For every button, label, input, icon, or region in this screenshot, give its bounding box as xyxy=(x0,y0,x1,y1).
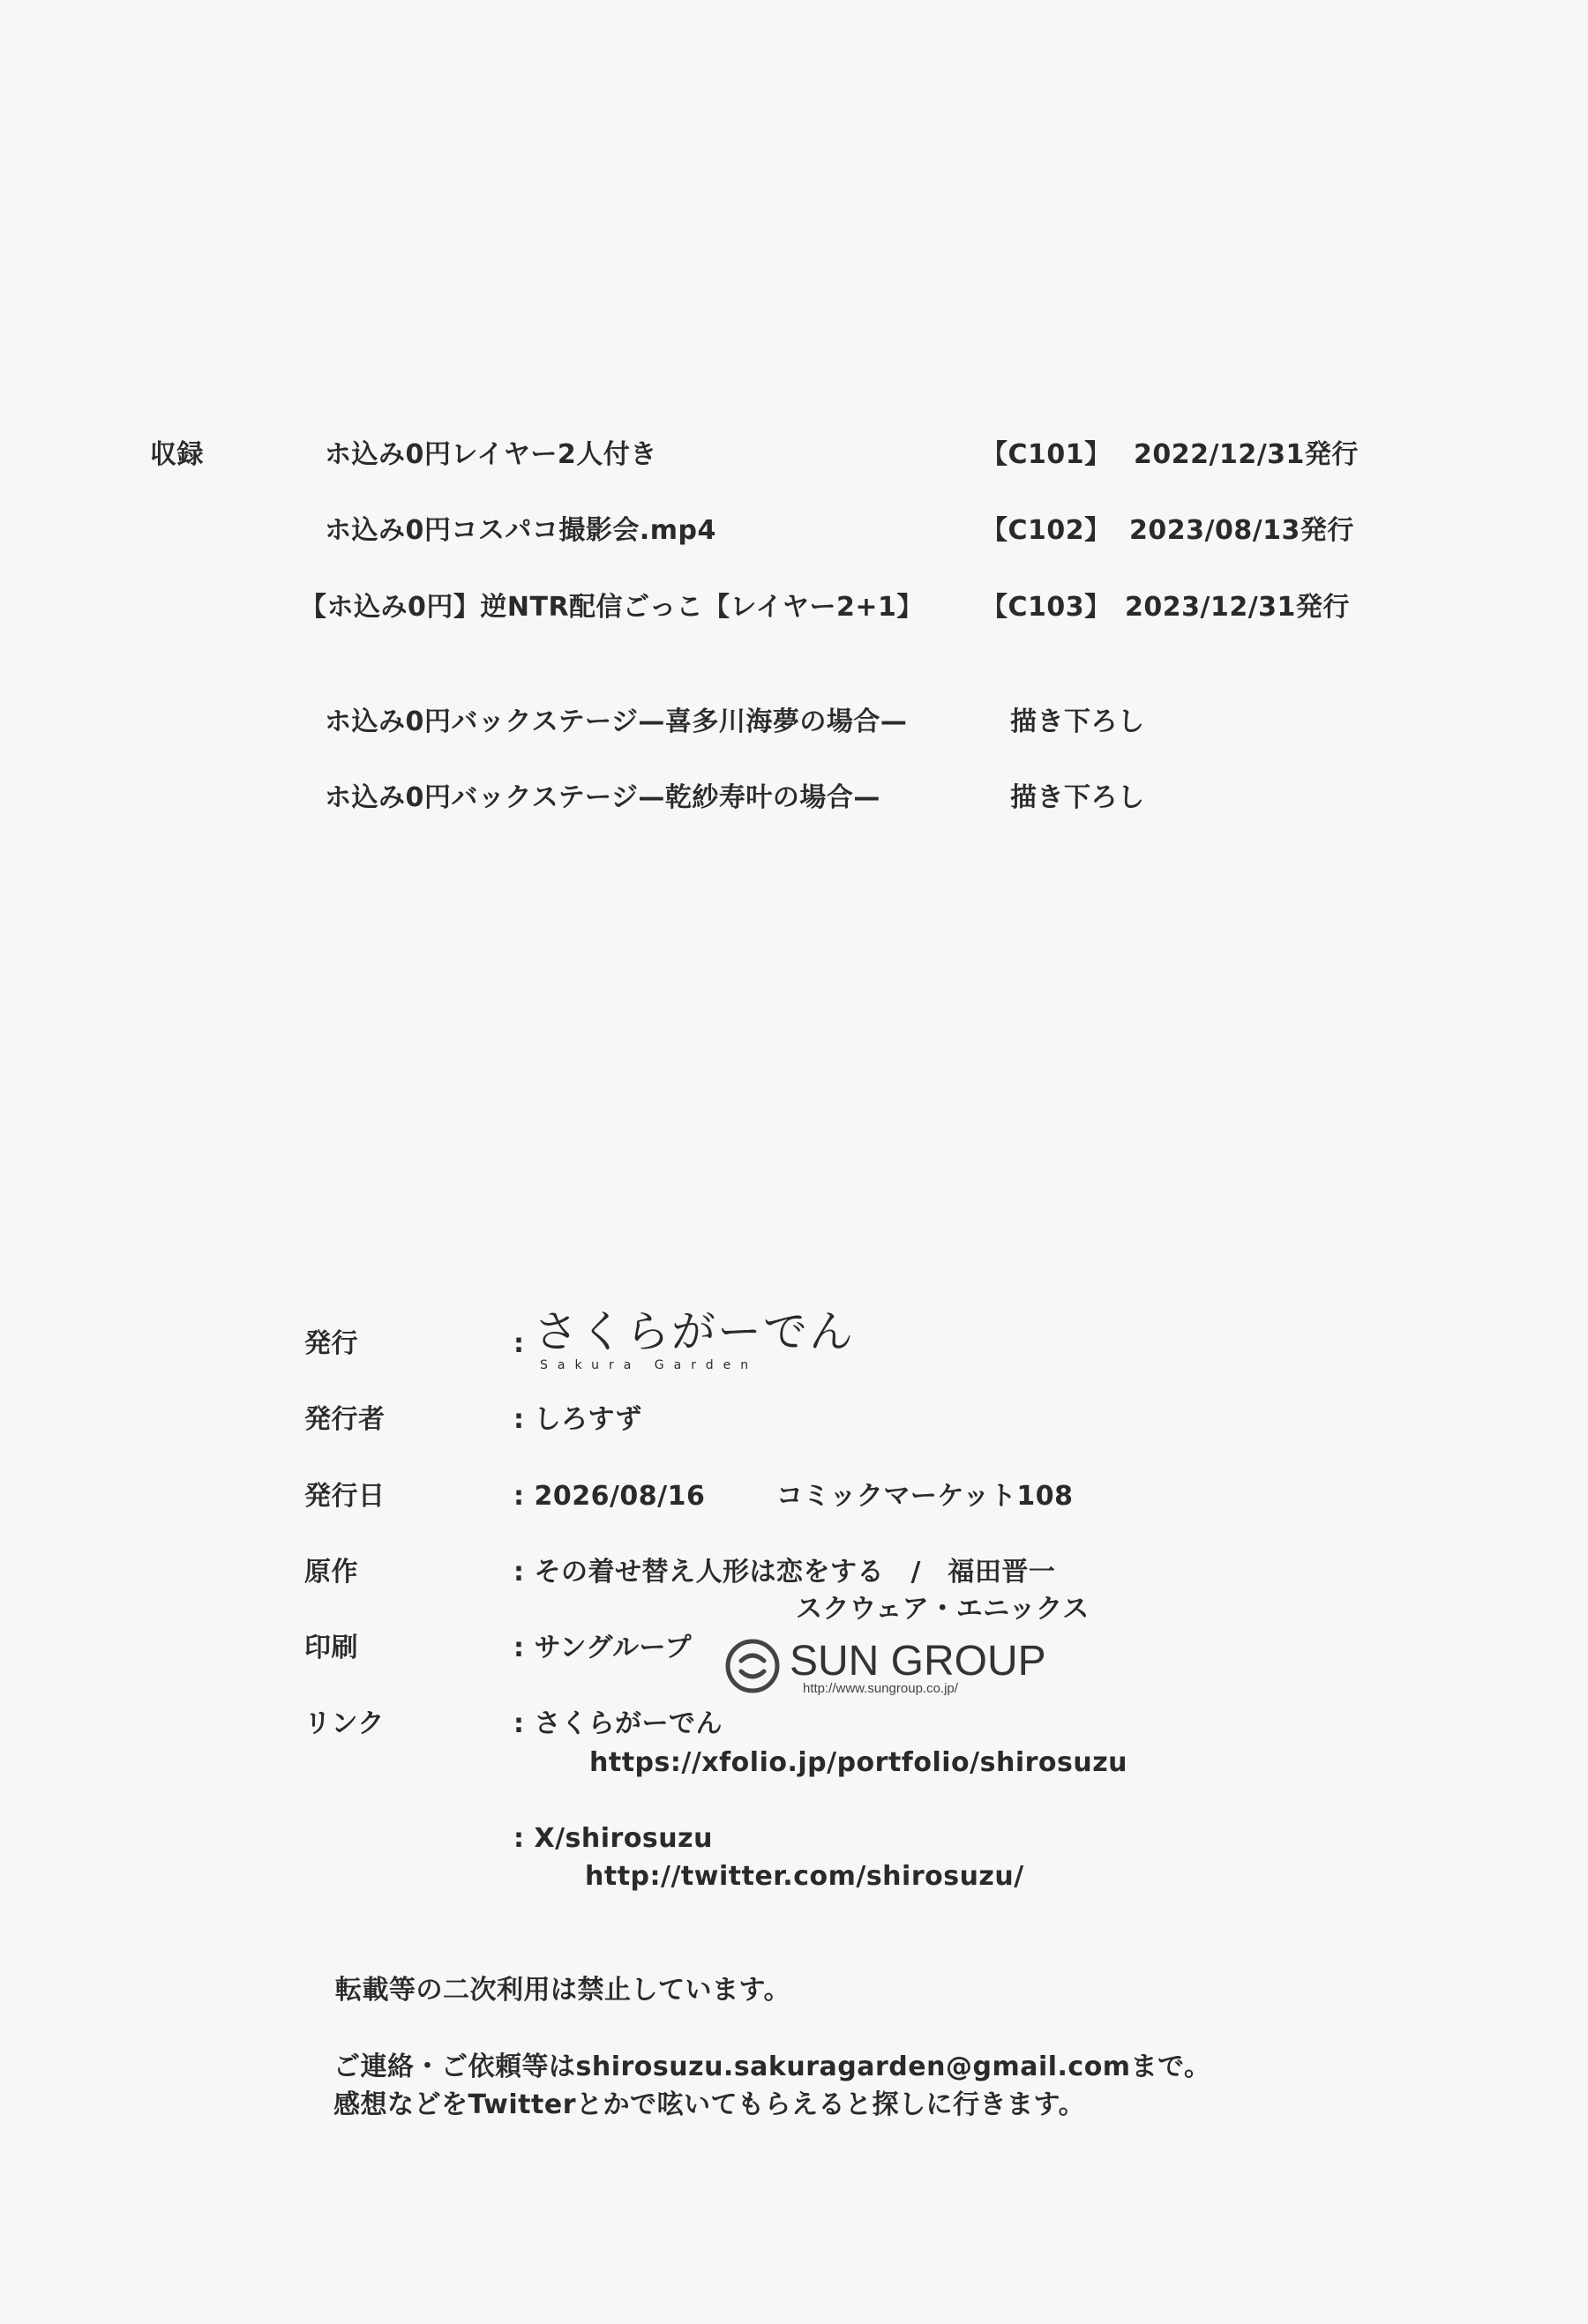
print-label: 印刷 xyxy=(304,1633,358,1663)
sun-group-logo-icon xyxy=(725,1639,780,1693)
publisher-logo: さくらがーでん xyxy=(534,1306,855,1357)
link1-url[interactable]: https://xfolio.jp/portfolio/shirosuzu xyxy=(589,1747,1128,1778)
notice-feedback: 感想などをTwitterとかで呟いてもらえると探しに行きます。 xyxy=(333,2089,1086,2120)
contents-label: 収録 xyxy=(150,439,204,470)
notice-contact: ご連絡・ご依頼等はshirosuzu.sakuragarden@gmail.comまで。 xyxy=(333,2051,1211,2082)
work-event: 【C103】 xyxy=(981,592,1112,623)
work-title: 【ホ込み0円】逆NTR配信ごっこ【レイヤー2+1】 xyxy=(300,592,924,623)
publisher-label: 発行 xyxy=(304,1328,358,1359)
work-event: 【C101】 xyxy=(981,439,1112,470)
publisher-colon: : xyxy=(513,1328,525,1359)
date-label: 発行日 xyxy=(304,1481,386,1512)
notice-no-reproduction: 転載等の二次利用は禁止しています。 xyxy=(335,1975,791,2006)
print-value: : サングループ xyxy=(513,1633,692,1663)
original-publisher: スクウェア・エニックス xyxy=(796,1594,1090,1625)
extra-note: 描き下ろし xyxy=(1010,706,1145,737)
original-label: 原作 xyxy=(304,1557,358,1588)
extra-title: ホ込み0円バックステージ—喜多川海夢の場合— xyxy=(325,706,908,737)
date-value: : 2026/08/16 xyxy=(513,1481,706,1512)
sun-group-logo-url: http://www.sungroup.co.jp/ xyxy=(803,1681,958,1696)
author-value: : しろすず xyxy=(513,1404,642,1435)
work-title: ホ込み0円レイヤー2人付き xyxy=(325,439,657,470)
original-value: : その着せ替え人形は恋をする / 福田晋一 xyxy=(513,1557,1056,1588)
work-date: 2023/08/13発行 xyxy=(1129,515,1354,546)
sun-group-logo-text: SUN GROUP xyxy=(790,1638,1046,1685)
extra-note: 描き下ろし xyxy=(1010,782,1145,813)
date-event: コミックマーケット108 xyxy=(776,1481,1074,1512)
work-title: ホ込み0円コスパコ撮影会.mp4 xyxy=(325,515,716,546)
work-date: 2022/12/31発行 xyxy=(1134,439,1359,470)
work-date: 2023/12/31発行 xyxy=(1125,592,1350,623)
link2-url[interactable]: http://twitter.com/shirosuzu/ xyxy=(585,1861,1024,1892)
work-event: 【C102】 xyxy=(981,515,1112,546)
link1-name: : さくらがーでん xyxy=(513,1708,723,1739)
link2-name: : X/shirosuzu xyxy=(513,1823,713,1854)
author-label: 発行者 xyxy=(304,1404,386,1435)
publisher-logo-subtitle: Sakura Garden xyxy=(540,1358,759,1372)
link-label: リンク xyxy=(304,1708,385,1739)
extra-title: ホ込み0円バックステージ—乾紗寿叶の場合— xyxy=(325,782,880,813)
